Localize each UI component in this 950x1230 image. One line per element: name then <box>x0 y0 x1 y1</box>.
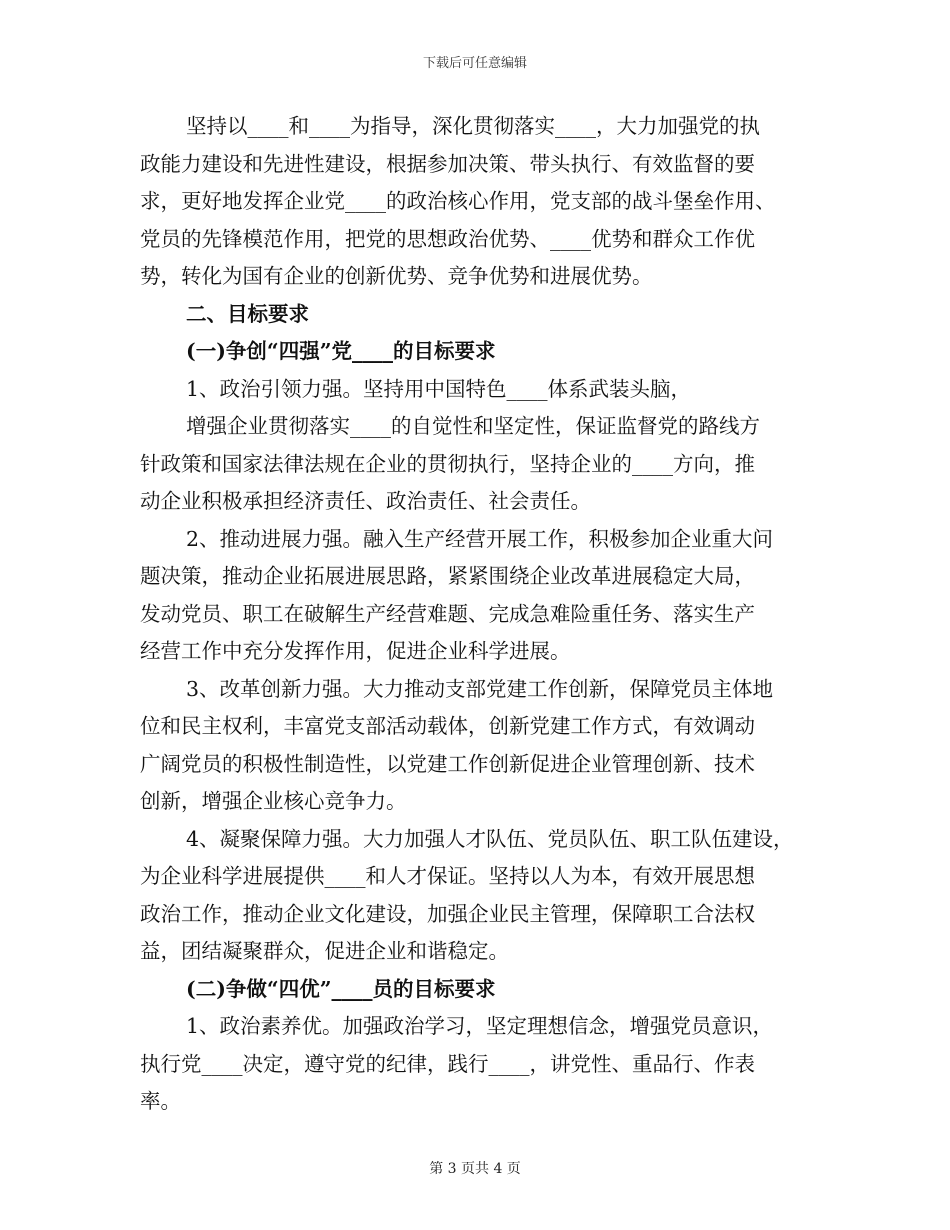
paragraph <box>140 333 820 371</box>
text-line: 势，转化为国有企业的创新优势、竞争优势和进展优势。 <box>140 264 653 288</box>
paragraph <box>140 521 820 671</box>
text-line: 位和民主权利，丰富党支部活动载体，创新党建工作方式，有效调动 <box>140 714 755 738</box>
text-line: 动企业积极承担经济责任、政治责任、社会责任。 <box>140 489 591 513</box>
paragraph <box>140 971 820 1009</box>
paragraph <box>140 371 820 409</box>
paragraph <box>140 108 820 296</box>
text-line: (一)争创“四强”党____的目标要求 <box>186 339 496 363</box>
text-line: 二、目标要求 <box>186 301 309 326</box>
text-line: 求，更好地发挥企业党____的政治核心作用，党支部的战斗堡垒作用、 <box>140 189 776 213</box>
text-line: 创新，增强企业核心竞争力。 <box>140 789 407 813</box>
text-line: 针政策和国家法律法规在企业的贯彻执行，坚持企业的____方向，推 <box>140 451 755 476</box>
text-line: 率。 <box>140 1089 181 1113</box>
text-line: 经营工作中充分发挥作用，促进企业科学进展。 <box>140 639 571 663</box>
paragraph <box>140 671 820 821</box>
page-header: 下载后可任意编辑 <box>422 56 527 71</box>
text-line: 党员的先锋模范作用，把党的思想政治优势、____优势和群众工作优 <box>140 226 755 251</box>
paragraph <box>140 821 820 971</box>
text-line: 1、政治素养优。加强政治学习，坚定理想信念，增强党员意识， <box>186 1014 774 1038</box>
page-footer: 第 3 页共 4 页 <box>429 1161 521 1177</box>
text-line: 3、改革创新力强。大力推动支部党建工作创新，保障党员主体地 <box>186 676 774 701</box>
text-line: 为企业科学进展提供____和人才保证。坚持以人为本，有效开展思想 <box>140 864 755 888</box>
text-line: 政能力建设和先进性建设，根据参加决策、带头执行、有效监督的要 <box>140 151 755 176</box>
paragraph <box>140 408 820 521</box>
text-line: 执行党____决定，遵守党的纪律，践行____，讲党性、重品行、作表 <box>140 1051 755 1076</box>
text-line: 1、政治引领力强。坚持用中国特色____体系武装头脑， <box>186 376 692 401</box>
text-line: 2、推动进展力强。融入生产经营开展工作，积极参加企业重大问 <box>186 526 774 551</box>
text-line: 广阔党员的积极性制造性，以党建工作创新促进企业管理创新、技术 <box>140 751 755 776</box>
text-line: (二)争做“四优”____员的目标要求 <box>186 976 496 1001</box>
text-line: 4、凝聚保障力强。大力加强人才队伍、党员队伍、职工队伍建设， <box>186 826 794 851</box>
document-body <box>140 108 820 1121</box>
text-line: 发动党员、职工在破解生产经营难题、完成急难险重任务、落实生产 <box>140 601 755 626</box>
paragraph <box>140 296 820 334</box>
paragraph <box>140 1008 820 1121</box>
text-line: 坚持以____和____为指导，深化贯彻落实____，大力加强党的执 <box>186 114 760 138</box>
text-line: 增强企业贯彻落实____的自觉性和坚定性，保证监督党的路线方 <box>186 414 760 438</box>
text-line: 益，团结凝聚群众，促进企业和谐稳定。 <box>140 939 509 963</box>
text-line: 政治工作，推动企业文化建设，加强企业民主管理，保障职工合法权 <box>140 901 755 926</box>
text-line: 题决策，推动企业拓展进展思路，紧紧围绕企业改革进展稳定大局， <box>140 564 755 588</box>
